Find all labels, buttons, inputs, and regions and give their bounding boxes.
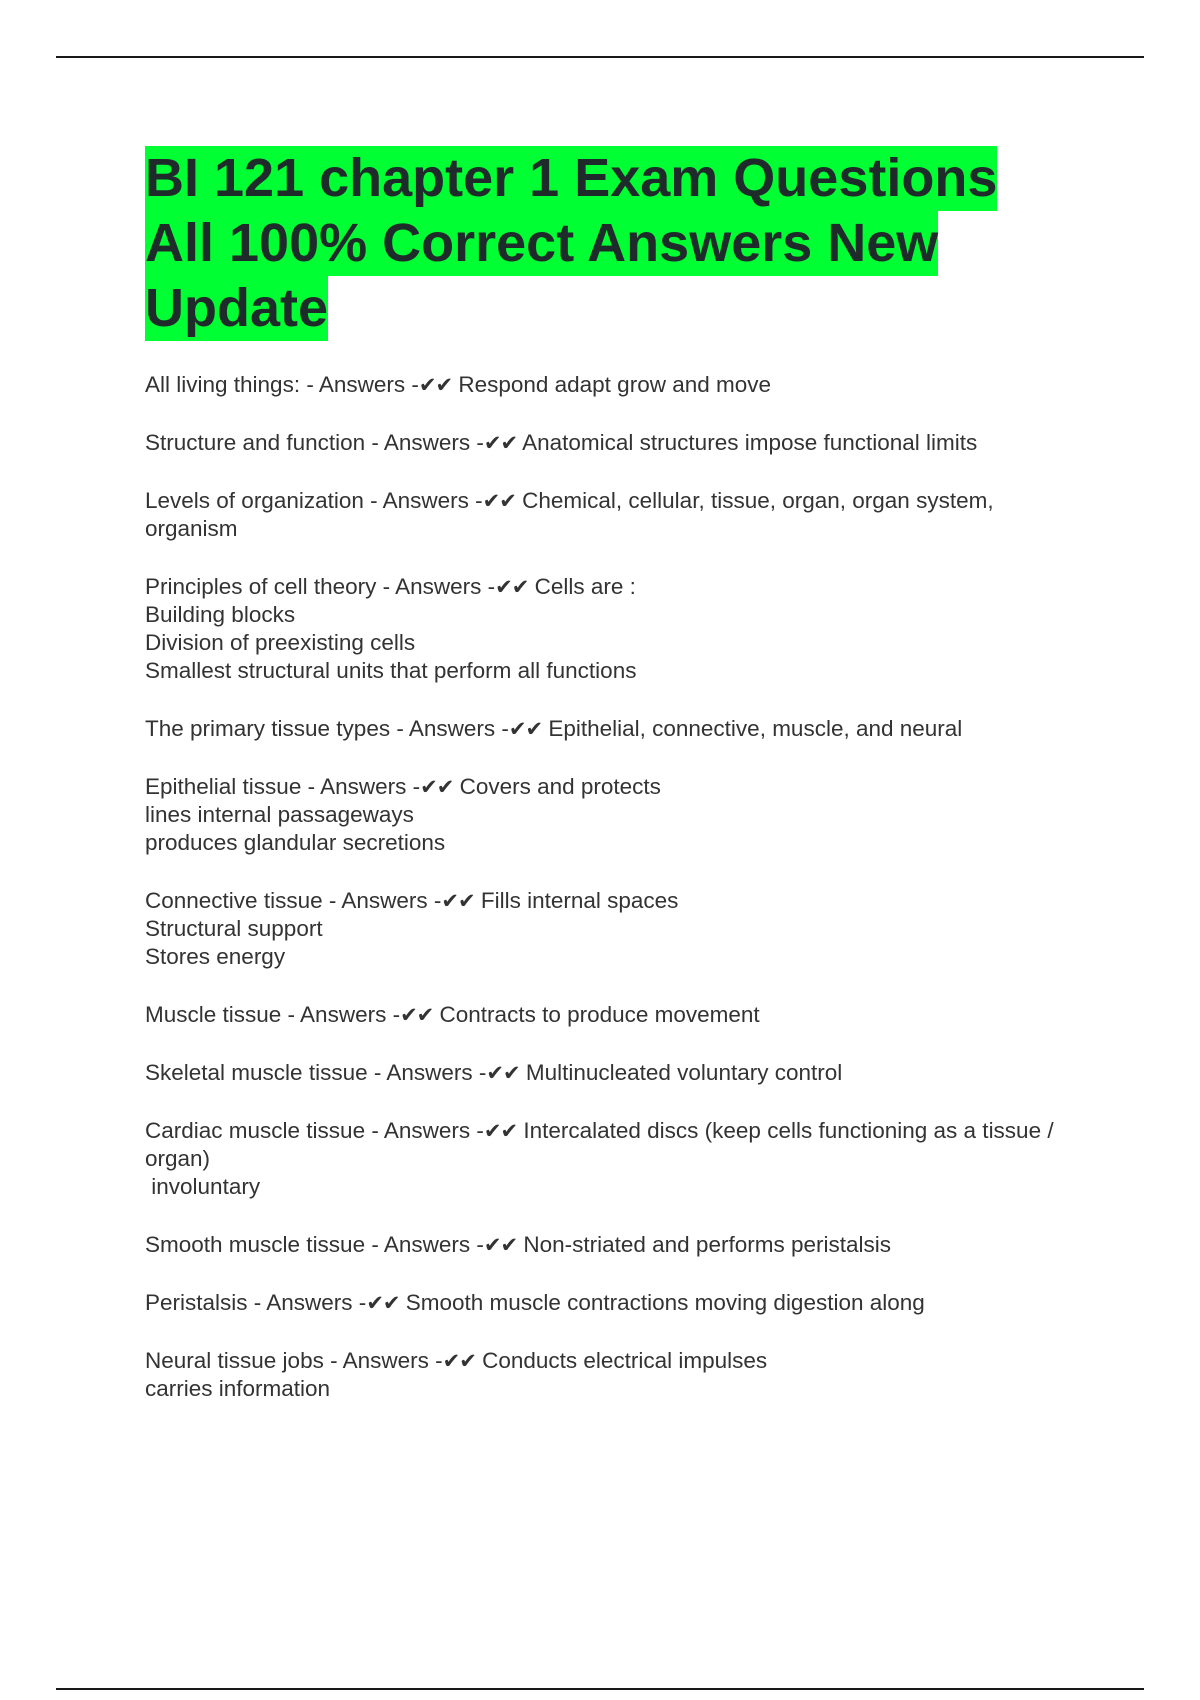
qa-entry: [145, 773, 1075, 857]
question-term: Neural tissue jobs - Answers -: [145, 1348, 443, 1373]
question-term: The primary tissue types - Answers -: [145, 716, 509, 741]
qa-line: [145, 487, 1075, 543]
qa-line: [145, 371, 1075, 399]
question-term: Peristalsis - Answers -: [145, 1290, 367, 1315]
double-check-icon: ✔✔: [482, 489, 516, 513]
qa-entry: [145, 573, 1075, 685]
document-title: [145, 146, 1075, 341]
answer-continuation: Stores energy: [145, 944, 286, 969]
qa-line: [145, 1059, 1075, 1087]
double-check-icon: ✔✔: [495, 575, 529, 599]
question-term: Principles of cell theory - Answers -: [145, 574, 496, 599]
answer-text: Intercalated discs (keep cells functioning as a tissue / organ): [145, 1118, 1060, 1171]
double-check-icon: ✔✔: [483, 1119, 518, 1143]
answer-text: Non-striated and performs peristalsis: [517, 1232, 891, 1257]
answer-text: Chemical, cellular, tissue, organ, organ system, organism: [145, 488, 1000, 541]
qa-entry: [145, 429, 1075, 457]
qa-line: [145, 429, 1075, 457]
question-term: Epithelial tissue - Answers -: [145, 774, 421, 799]
answer-continuation: carries information: [145, 1376, 331, 1401]
qa-list: [145, 371, 1075, 1403]
qa-entry: [145, 1347, 1075, 1403]
title-line: BI 121 chapter 1 Exam Questions: [145, 146, 997, 211]
answer-continuation: lines internal passageways: [145, 802, 414, 827]
double-check-icon: ✔✔: [420, 775, 454, 799]
qa-line: [145, 715, 1075, 743]
answer-continuation: Building blocks: [145, 602, 296, 627]
double-check-icon: ✔✔: [486, 1061, 520, 1085]
question-term: Cardiac muscle tissue - Answers -: [145, 1118, 484, 1143]
qa-line: [145, 1347, 1075, 1375]
qa-entry: [145, 887, 1075, 971]
qa-entry: [145, 715, 1075, 743]
double-check-icon: ✔✔: [508, 717, 543, 741]
question-term: Levels of organization - Answers -: [145, 488, 483, 513]
qa-entry: [145, 371, 1075, 399]
double-check-icon: ✔✔: [441, 889, 475, 913]
bottom-rule: [56, 1688, 1144, 1690]
qa-line: [145, 1289, 1075, 1317]
qa-entry: [145, 1117, 1075, 1201]
question-term: Connective tissue - Answers -: [145, 888, 442, 913]
qa-entry: [145, 1289, 1075, 1317]
answer-text: Covers and protects: [453, 774, 661, 799]
answer-text: Cells are :: [528, 574, 636, 599]
answer-continuation: Smallest structural units that perform all functions: [145, 658, 637, 683]
answer-text: Anatomical structures impose functional limits: [517, 430, 978, 455]
qa-line: [145, 887, 1075, 915]
answer-text: Respond adapt grow and move: [452, 372, 772, 397]
double-check-icon: ✔✔: [418, 373, 453, 397]
answer-continuation: Division of preexisting cells: [145, 630, 416, 655]
title-line: Update: [145, 276, 328, 341]
answer-text: Multinucleated voluntary control: [519, 1060, 843, 1085]
title-line: All 100% Correct Answers New: [145, 211, 938, 276]
answer-text: Conducts electrical impulses: [475, 1348, 768, 1373]
qa-entry: [145, 1231, 1075, 1259]
qa-line: [145, 573, 1075, 601]
question-term: Smooth muscle tissue - Answers -: [145, 1232, 484, 1257]
document-body: [145, 146, 1075, 1433]
answer-text: Smooth muscle contractions moving digestion along: [399, 1290, 925, 1315]
answer-continuation: involuntary: [145, 1174, 261, 1199]
answer-continuation: Structural support: [145, 916, 323, 941]
top-rule: [56, 56, 1144, 58]
qa-line: [145, 1117, 1075, 1173]
qa-line: [145, 1231, 1075, 1259]
answer-text: Fills internal spaces: [474, 888, 679, 913]
double-check-icon: ✔✔: [483, 1233, 518, 1257]
qa-entry: [145, 487, 1075, 543]
qa-entry: [145, 1001, 1075, 1029]
double-check-icon: ✔✔: [442, 1349, 476, 1373]
question-term: Structure and function - Answers -: [145, 430, 484, 455]
answer-text: Contracts to produce movement: [433, 1002, 760, 1027]
double-check-icon: ✔✔: [366, 1291, 400, 1315]
double-check-icon: ✔✔: [400, 1003, 434, 1027]
qa-line: [145, 773, 1075, 801]
double-check-icon: ✔✔: [483, 431, 518, 455]
answer-text: Epithelial, connective, muscle, and neural: [542, 716, 963, 741]
qa-line: [145, 1001, 1075, 1029]
question-term: Muscle tissue - Answers -: [145, 1002, 401, 1027]
answer-continuation: produces glandular secretions: [145, 830, 446, 855]
qa-entry: [145, 1059, 1075, 1087]
question-term: Skeletal muscle tissue - Answers -: [145, 1060, 487, 1085]
question-term: All living things: - Answers -: [145, 372, 419, 397]
